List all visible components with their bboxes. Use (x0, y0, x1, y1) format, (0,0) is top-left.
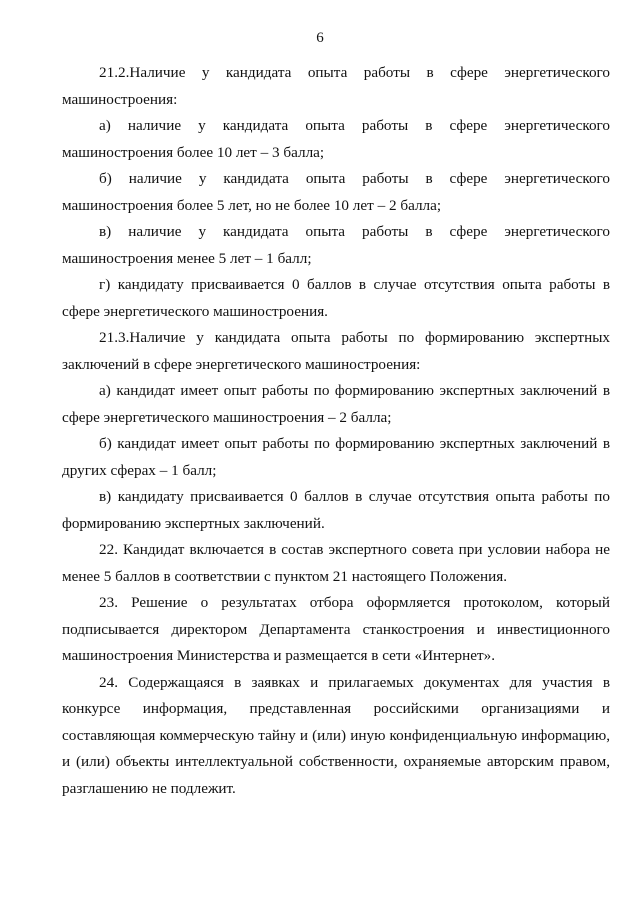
paragraph-21-3-v: в) кандидату присваивается 0 баллов в случае отсутствия опыта работы по формированию экспертных заключений. (62, 488, 610, 532)
document-body (62, 60, 610, 802)
paragraph-24: 24. Содержащаяся в заявках и прилагаемых документах для участия в конкурсе информация, представленная российскими организациями и составляющая коммерческую тайну и (или) иную конфиденциальную информацию, и (или) объекты интеллектуальной собственности, охраняемые авторским правом, разглашению не подлежит. (62, 673, 610, 797)
paragraph-23: 23. Решение о результатах отбора оформляется протоколом, который подписывается директором Департамента станкостроения и инвестиционного машиностроения Министерства и размещается в сети «Интернет». (62, 594, 610, 664)
paragraph-21-3: 21.3.Наличие у кандидата опыта работы по формированию экспертных заключений в сфере энергетического машиностроения: (62, 329, 610, 373)
page-number: 6 (316, 30, 324, 46)
paragraph-22: 22. Кандидат включается в состав экспертного совета при условии набора не менее 5 баллов в соответствии с пунктом 21 настоящего Положения. (62, 541, 610, 585)
paragraph-21-2-a: а) наличие у кандидата опыта работы в сфере энергетического машиностроения более 10 лет – 3 балла; (62, 117, 610, 161)
paragraph-21-3-b: б) кандидат имеет опыт работы по формированию экспертных заключений в других сферах – 1 балл; (62, 435, 610, 479)
paragraph-21-2-g: г) кандидату присваивается 0 баллов в случае отсутствия опыта работы в сфере энергетического машиностроения. (62, 276, 610, 320)
paragraph-21-2: 21.2.Наличие у кандидата опыта работы в сфере энергетического машиностроения: (62, 64, 610, 108)
paragraph-21-2-v: в) наличие у кандидата опыта работы в сфере энергетического машиностроения менее 5 лет – 1 балл; (62, 223, 610, 267)
paragraph-21-3-a: а) кандидат имеет опыт работы по формированию экспертных заключений в сфере энергетического машиностроения – 2 балла; (62, 382, 610, 426)
paragraph-21-2-b: б) наличие у кандидата опыта работы в сфере энергетического машиностроения более 5 лет, но не более 10 лет – 2 балла; (62, 170, 610, 214)
